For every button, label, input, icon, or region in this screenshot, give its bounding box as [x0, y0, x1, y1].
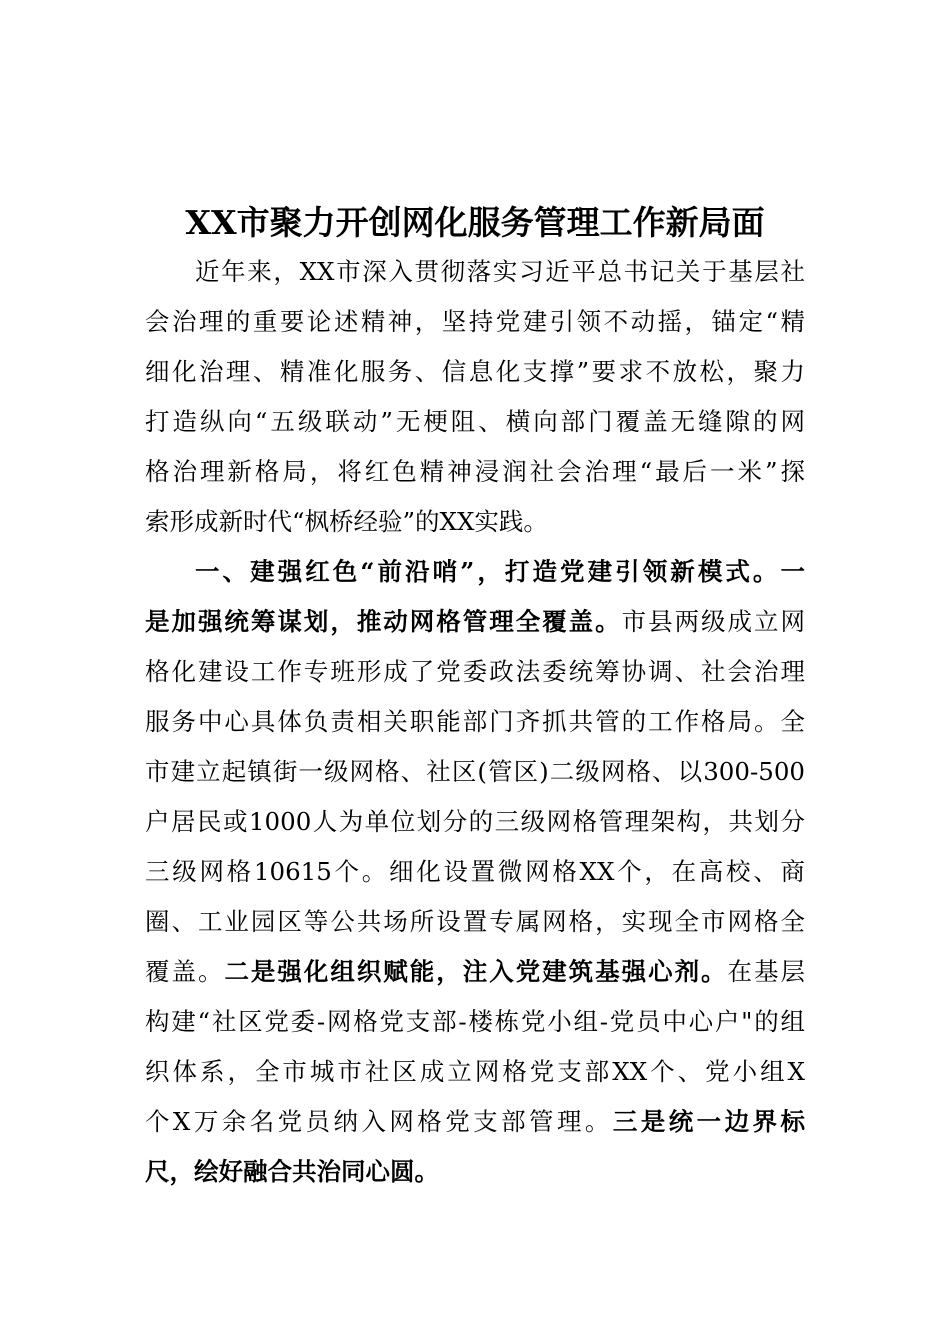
bold-text-segment: 尺，绘好融合共治同心圆。 — [145, 1157, 439, 1186]
text-line — [145, 947, 805, 997]
text-line — [145, 747, 805, 797]
text-line — [145, 447, 805, 497]
document-title: XX市聚力开创网化服务管理工作新局面 — [185, 203, 765, 243]
bold-text-segment: 二是强化组织赋能，注入党建筑基强心剂。 — [224, 957, 728, 986]
text-segment: 索形成新时代“枫桥经验”的XX实践。 — [145, 507, 548, 536]
text-segment: 格治理新格局，将红色精神浸润社会治理“最后一米”探 — [145, 457, 805, 486]
text-segment: 户居民或1000人为单位划分的三级网格管理架构，共划分 — [145, 807, 805, 836]
bold-text-segment: 一、建强红色“前沿哨”，打造党建引领新模式。一 — [195, 557, 805, 586]
text-segment: 会治理的重要论述精神，坚持党建引领不动摇，锚定“精 — [145, 307, 805, 336]
text-segment: 覆盖。 — [145, 957, 225, 986]
text-segment: 细化治理、精准化服务、信息化支撑”要求不放松，聚力 — [145, 357, 805, 386]
text-segment: 服务中心具体负责相关职能部门齐抓共管的工作格局。全 — [145, 707, 805, 736]
text-line — [145, 1047, 805, 1097]
text-segment: 个X万余名党员纳入网格党支部管理。 — [145, 1107, 613, 1136]
text-segment: 三级网格10615个。细化设置微网格XX个，在高校、商 — [145, 857, 805, 886]
text-segment: 打造纵向“五级联动”无梗阻、横向部门覆盖无缝隙的网 — [145, 407, 805, 436]
text-segment: 构建“社区党委-网格党支部-楼栋党小组-党员中心户"的组 — [145, 1007, 805, 1036]
text-line — [145, 497, 805, 547]
text-segment: 格化建设工作专班形成了党委政法委统筹协调、社会治理 — [145, 657, 805, 686]
text-line — [145, 297, 805, 347]
text-segment: 市建立起镇街一级网格、社区(管区)二级网格、以300-500 — [145, 757, 805, 786]
document-body — [145, 247, 805, 1197]
text-segment: 在基层 — [727, 957, 806, 986]
text-segment: 圈、工业园区等公共场所设置专属网格，实现全市网格全 — [145, 907, 805, 936]
text-segment: 市县两级成立网 — [621, 607, 805, 636]
text-segment: 近年来，XX市深入贯彻落实习近平总书记关于基层社 — [195, 257, 805, 286]
text-line — [145, 597, 805, 647]
text-line — [145, 397, 805, 447]
bold-text-segment: 是加强统筹谋划，推动网格管理全覆盖。 — [145, 607, 622, 636]
text-line — [145, 797, 805, 847]
text-line — [145, 897, 805, 947]
text-line — [145, 847, 805, 897]
text-line — [145, 347, 805, 397]
text-line — [145, 697, 805, 747]
text-line — [145, 647, 805, 697]
text-segment: 织体系，全市城市社区成立网格党支部XX个、党小组X — [145, 1057, 805, 1086]
text-line — [145, 547, 805, 597]
text-line — [145, 997, 805, 1047]
text-line — [145, 1147, 805, 1197]
text-line — [145, 247, 805, 297]
bold-text-segment: 三是统一边界标 — [612, 1107, 805, 1136]
text-line — [145, 1097, 805, 1147]
